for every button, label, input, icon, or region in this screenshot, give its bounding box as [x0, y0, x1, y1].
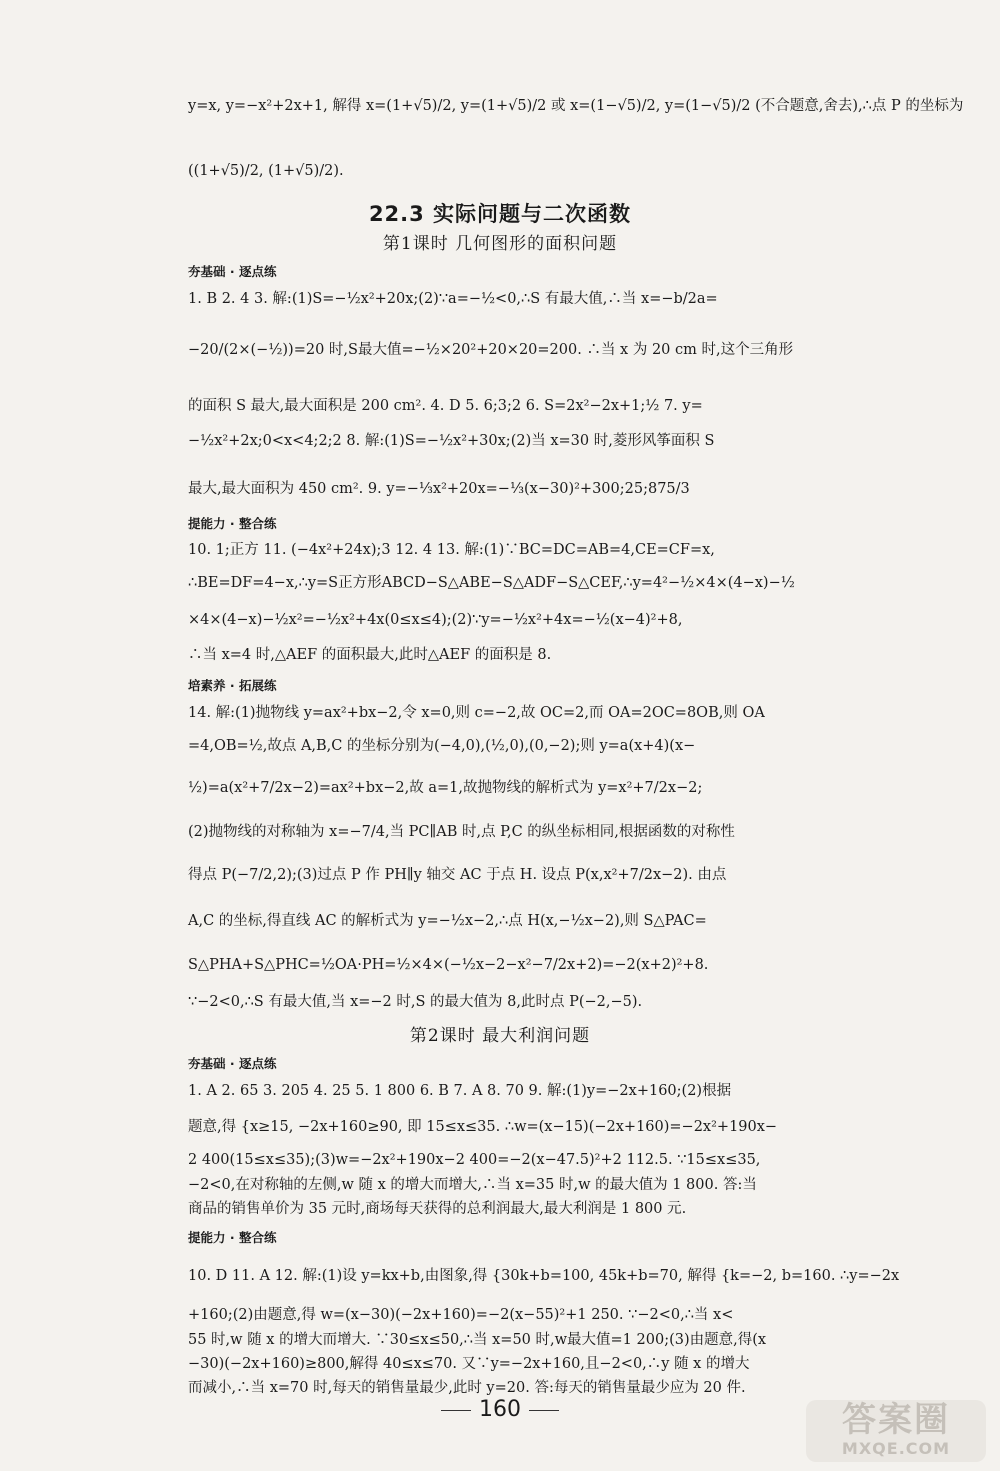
lesson-1-improve-line: 10. 1;正方 11. (−4x²+24x);3 12. 4 13. 解:(1)∵BC=DC=AB=4,CE=CF=x,: [188, 542, 715, 558]
lesson-1-basic-line: −½x²+2x;0<x<4;2;2 8. 解:(1)S=−½x²+30x;(2)当 x=30 时,菱形风筝面积 S: [188, 433, 715, 449]
lesson-1-improve-line: ∴当 x=4 时,△AEF 的面积最大,此时△AEF 的面积是 8.: [188, 647, 552, 663]
lesson-2-improve-line: +160;(2)由题意,得 w=(x−30)(−2x+160)=−2(x−55)²+1 250. ∵−2<0,∴当 x<: [188, 1307, 734, 1323]
lesson-1-improve-line: ×4×(4−x)−½x²=−½x²+4x(0≤x≤4);(2)∵y=−½x²+4x=−½(x−4)²+8,: [188, 612, 683, 628]
lesson-1-extend-line: 得点 P(−7/2,2);(3)过点 P 作 PH∥y 轴交 AC 于点 H. 设点 P(x,x²+7/2x−2). 由点: [188, 867, 727, 883]
intro-line-1: y=x, y=−x²+2x+1, 解得 x=(1+√5)/2, y=(1+√5)/2 或 x=(1−√5)/2, y=(1−√5)/2 (不合题意,舍去),∴点 P 的坐标为: [188, 98, 964, 114]
lesson-2-basic-line: 题意,得 {x≥15, −2x+160≥90, 即 15≤x≤35. ∴w=(x−15)(−2x+160)=−2x²+190x−: [188, 1119, 778, 1135]
page-number-text: 160: [479, 1397, 521, 1422]
lesson-1-basic-line: 最大,最大面积为 450 cm². 9. y=−⅓x²+20x=−⅓(x−30)²+300;25;875/3: [188, 481, 690, 497]
lesson-1-extend-line: S△PHA+S△PHC=½OA·PH=½×4×(−½x−2−x²−7/2x+2)=−2(x+2)²+8.: [188, 957, 709, 973]
lesson-2-basic-line: −2<0,在对称轴的左侧,w 随 x 的增大而增大,∴当 x=35 时,w 的最大值为 1 800. 答:当: [188, 1177, 757, 1193]
lesson-1-extend-line: ½)=a(x²+7/2x−2)=ax²+bx−2,故 a=1,故抛物线的解析式为 y=x²+7/2x−2;: [188, 780, 703, 796]
lesson-1-extend-line: =4,OB=½,故点 A,B,C 的坐标分别为(−4,0),(½,0),(0,−2);则 y=a(x+4)(x−: [188, 738, 696, 754]
watermark-logo: [806, 1400, 986, 1462]
lesson-2-basic-line: 1. A 2. 65 3. 205 4. 25 5. 1 800 6. B 7. A 8. 70 9. 解:(1)y=−2x+160;(2)根据: [188, 1083, 732, 1099]
lesson-1-basic-line: 的面积 S 最大,最大面积是 200 cm². 4. D 5. 6;3;2 6. S=2x²−2x+1;½ 7. y=: [188, 398, 703, 414]
lesson-2-improve-line: 55 时,w 随 x 的增大而增大. ∵30≤x≤50,∴当 x=50 时,w最大值=1 200;(3)由题意,得(x: [188, 1332, 767, 1348]
lesson-1-extend-line: 14. 解:(1)抛物线 y=ax²+bx−2,令 x=0,则 c=−2,故 OC=2,而 OA=2OC=8OB,则 OA: [188, 705, 765, 721]
page-number-dash-left: [441, 1410, 471, 1411]
intro-line-2: ((1+√5)/2, (1+√5)/2).: [188, 163, 344, 179]
lesson-2-improve-label: 提能力 · 整合练: [188, 1230, 277, 1245]
lesson-2-basic-label: 夯基础 · 逐点练: [188, 1056, 277, 1071]
lesson-2-title: 第2课时 最大利润问题: [409, 1026, 591, 1046]
lesson-1-extend-line: ∵−2<0,∴S 有最大值,当 x=−2 时,S 的最大值为 8,此时点 P(−2,−5).: [188, 994, 643, 1010]
lesson-2-improve-line: 10. D 11. A 12. 解:(1)设 y=kx+b,由图象,得 {30k+b=100, 45k+b=70, 解得 {k=−2, b=160. ∴y=−2x: [188, 1268, 900, 1284]
lesson-1-basic-line: 1. B 2. 4 3. 解:(1)S=−½x²+20x;(2)∵a=−½<0,∴S 有最大值,∴当 x=−b/2a=: [188, 291, 718, 307]
lesson-1-improve-line: ∴BE=DF=4−x,∴y=S正方形ABCD−S△ABE−S△ADF−S△CEF,∴y=4²−½×4×(4−x)−½: [188, 575, 795, 591]
watermark-title: 答案圈: [842, 1400, 950, 1440]
lesson-1-improve-label: 提能力 · 整合练: [188, 516, 277, 531]
lesson-1-extend-label: 培素养 · 拓展练: [188, 678, 277, 693]
lesson-2-improve-line: −30)(−2x+160)≥800,解得 40≤x≤70. 又∵y=−2x+160,且−2<0,∴y 随 x 的增大: [188, 1356, 750, 1372]
page-number-dash-right: [529, 1410, 559, 1411]
lesson-1-extend-line: (2)抛物线的对称轴为 x=−7/4,当 PC∥AB 时,点 P,C 的纵坐标相同,根据函数的对称性: [188, 824, 735, 840]
lesson-2-basic-line: 2 400(15≤x≤35);(3)w=−2x²+190x−2 400=−2(x−47.5)²+2 112.5. ∵15≤x≤35,: [188, 1152, 761, 1168]
section-title: 22.3 实际问题与二次函数: [368, 202, 632, 226]
lesson-2-basic-line: 商品的销售单价为 35 元时,商场每天获得的总利润最大,最大利润是 1 800 元.: [188, 1201, 687, 1217]
lesson-1-extend-line: A,C 的坐标,得直线 AC 的解析式为 y=−½x−2,∴点 H(x,−½x−2),则 S△PAC=: [188, 913, 707, 929]
lesson-1-basic-line: −20/(2×(−½))=20 时,S最大值=−½×20²+20×20=200. ∴当 x 为 20 cm 时,这个三角形: [188, 342, 794, 358]
lesson-2-improve-line: 而减小,∴当 x=70 时,每天的销售量最少,此时 y=20. 答:每天的销售量最少应为 20 件.: [188, 1380, 746, 1396]
lesson-1-title: 第1课时 几何图形的面积问题: [382, 234, 618, 254]
lesson-1-basic-label: 夯基础 · 逐点练: [188, 264, 277, 279]
watermark-url: MXQE.COM: [841, 1439, 951, 1458]
